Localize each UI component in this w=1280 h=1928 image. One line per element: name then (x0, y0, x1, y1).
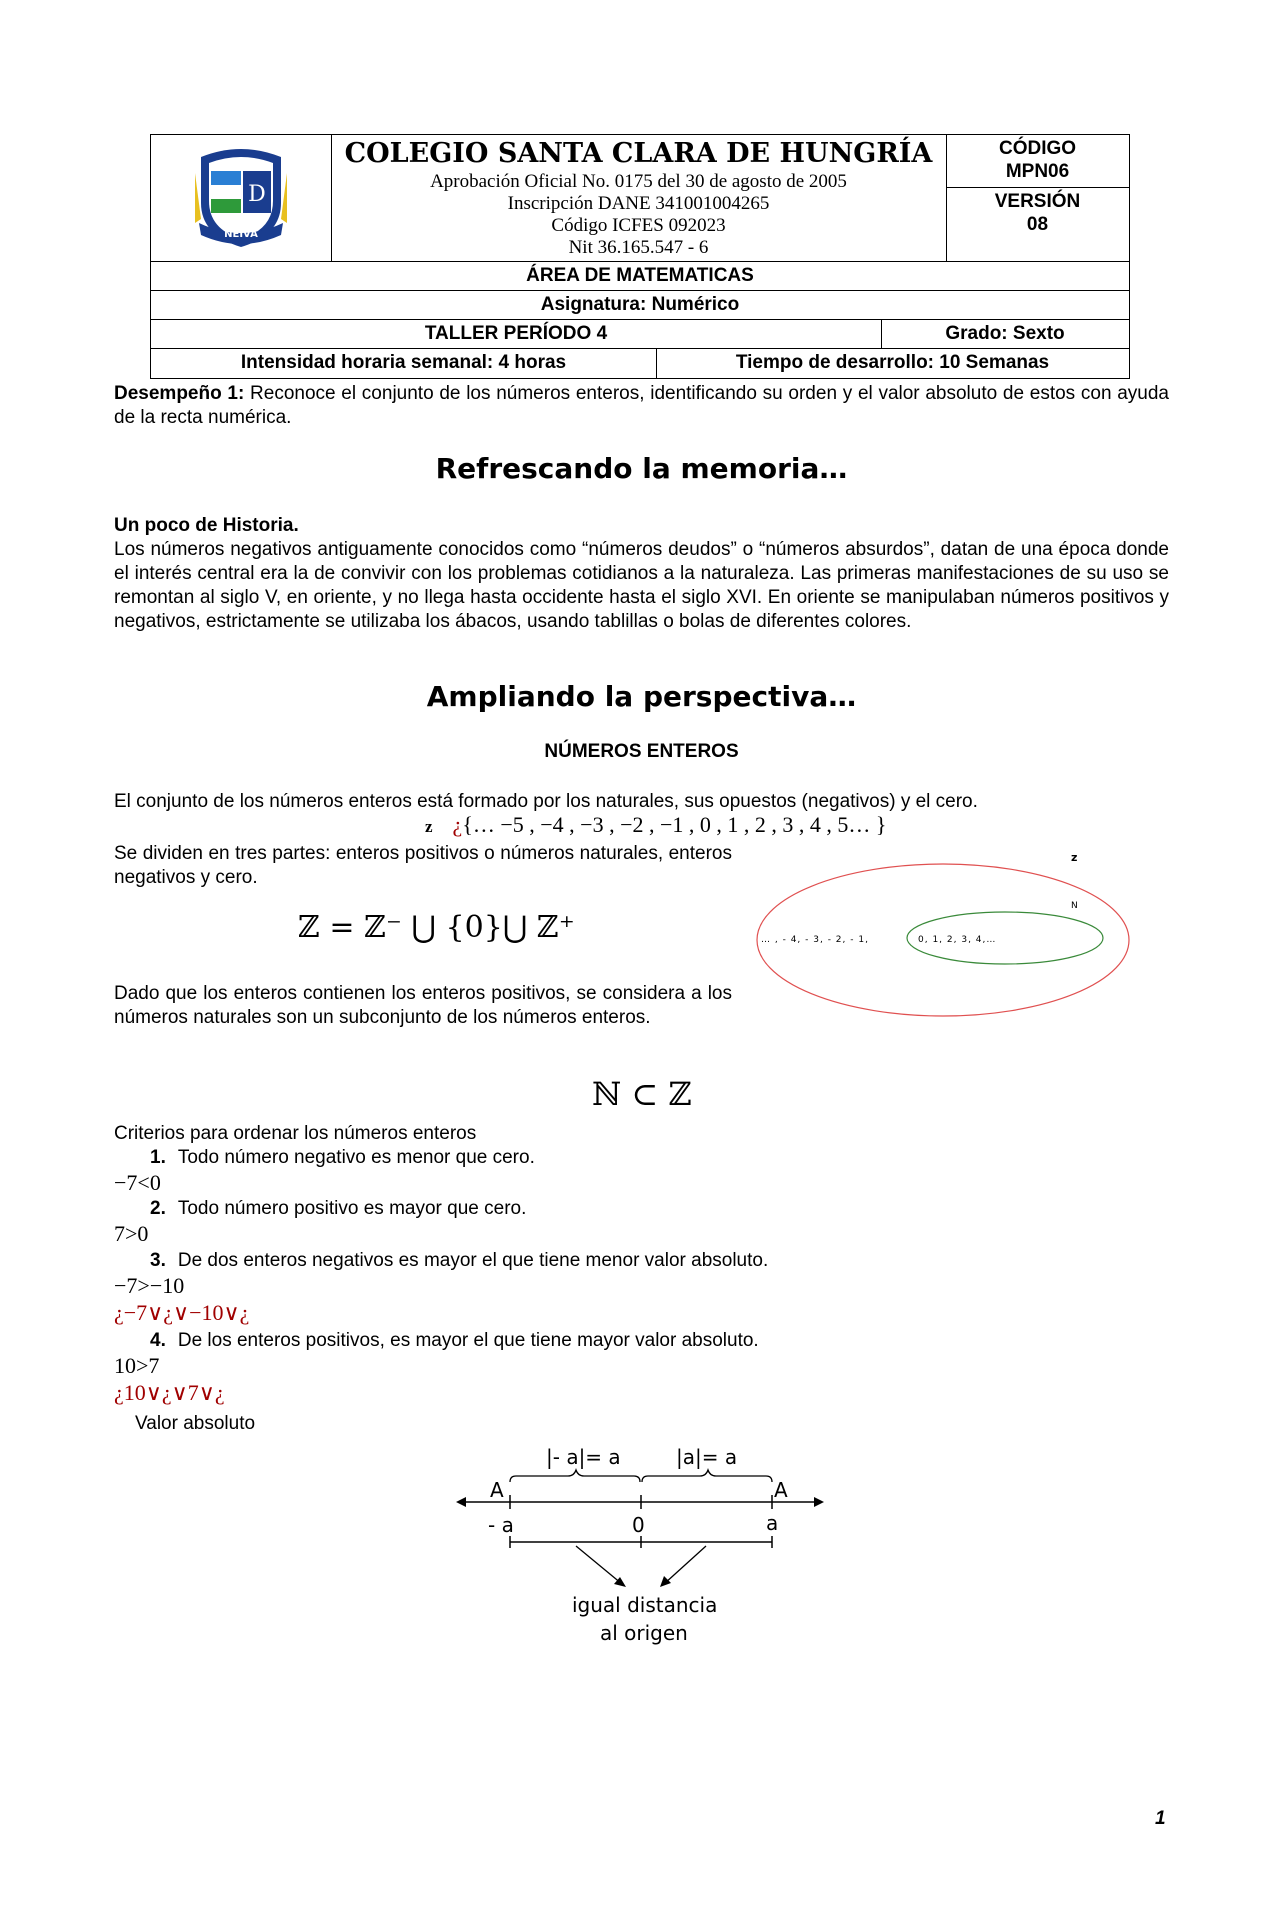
set-symbol: z (425, 817, 433, 836)
caption-line2: al origen (600, 1621, 688, 1645)
workshop-cell: TALLER PERÍODO 4 (424, 322, 608, 344)
right-brace (642, 1470, 772, 1482)
zero-label: 0 (632, 1513, 645, 1537)
integers-intro: El conjunto de los números enteros está formado por los naturales, sus opuestos (negativos) y el cero. (114, 791, 978, 812)
criteria-example-1: −7<0 (114, 1170, 161, 1195)
pointer-right (664, 1546, 706, 1584)
criteria-extra-3: ¿−7∨¿∨−10∨¿ (114, 1300, 250, 1325)
left-brace (510, 1470, 640, 1482)
dane-text: Inscripción DANE 341001004265 (507, 193, 770, 214)
subject-row: Asignatura: Numérico (540, 293, 740, 315)
duration-cell: Tiempo de desarrollo: 10 Semanas (735, 352, 1050, 373)
set-mark: ¿ (452, 812, 463, 837)
code-label: CÓDIGO (998, 138, 1077, 159)
point-a-left: A (490, 1478, 504, 1502)
svg-text:D: D (248, 182, 266, 207)
nit-text: Nit 36.165.547 - 6 (568, 237, 709, 258)
point-a-right: A (774, 1478, 788, 1502)
absolute-title: Valor absoluto (135, 1413, 256, 1434)
performance-paragraph (114, 382, 1169, 430)
criteria-example-4: 10>7 (114, 1353, 160, 1378)
history-title: Un poco de Historia. (114, 515, 299, 536)
version-label: VERSIÓN (994, 191, 1081, 212)
criteria-item-2: 2. Todo número positivo es mayor que cero. (150, 1198, 527, 1219)
history-text: Los números negativos antiguamente conocidos como “números deudos” o “números absurdos”, datan de una época donde el interés central era la de convivir con los problemas cotidianos a la naturaleza. Las primeras manifestaciones de su uso se remontan al siglo V, en oriente, y no llega hasta occidente hasta el siglo XVI. En oriente se manipulaban números positivos y negativos, estrictamente se utilizaba los ábacos, usando tablillas o bolas de diferentes colores. (114, 539, 1169, 632)
performance-text: Reconoce el conjunto de los números enteros, identificando su orden y el valor absoluto de estos con ayuda de la recta numérica. (114, 383, 1169, 428)
school-name: COLEGIO SANTA CLARA DE HUNGRÍA (344, 138, 933, 169)
criteria-title: Criterios para ordenar los números enteros (114, 1123, 477, 1144)
left-arrow (456, 1497, 466, 1507)
caption-line1: igual distancia (572, 1593, 718, 1617)
grade-cell: Grado: Sexto (945, 322, 1065, 344)
performance-label: Desempeño 1: (114, 383, 245, 404)
neg-a-label: - a (488, 1513, 514, 1537)
approval-text: Aprobación Oficial No. 0175 del 30 de agosto de 2005 (430, 171, 847, 192)
right-arrow (814, 1497, 824, 1507)
set-notation (425, 812, 886, 838)
sets-diagram (755, 848, 1135, 1018)
criteria-example-2: 7>0 (114, 1221, 149, 1246)
page-number: 1 (1155, 1808, 1166, 1829)
criteria-item-1: 1. Todo número negativo es menor que cero. (150, 1147, 535, 1168)
right-abs-formula: |a|= a (676, 1445, 738, 1469)
naturals-label: 0, 1, 2, 3, 4,… (918, 935, 997, 945)
pointer-left (576, 1546, 622, 1584)
criteria-extra-4: ¿10∨¿∨7∨¿ (114, 1380, 225, 1405)
code-value: MPN06 (1005, 161, 1070, 182)
inner-label: N (1071, 901, 1078, 911)
pos-a-label: a (766, 1511, 779, 1535)
section1-title: Refrescando la memoria… (435, 452, 848, 485)
absolute-value-diagram (450, 1440, 830, 1665)
version-value: 08 (1026, 214, 1049, 235)
criteria-item-3: 3. De dos enteros negativos es mayor el que tiene menor valor absoluto. (150, 1250, 769, 1271)
division-text: Se dividen en tres partes: enteros positivos o números naturales, enteros negativos y cero. (114, 843, 732, 888)
svg-text:NEIVA: NEIVA (224, 229, 258, 240)
outer-label: z (1071, 851, 1078, 864)
left-abs-formula: |- a|= a (546, 1445, 621, 1469)
criteria-item-4: 4. De los enteros positivos, es mayor el que tiene mayor valor absoluto. (150, 1330, 759, 1351)
area-row: ÁREA DE MATEMATICAS (526, 264, 754, 286)
section2-title: Ampliando la perspectiva… (426, 680, 857, 713)
header-table (150, 134, 1130, 379)
union-formula: ℤ = ℤ⁻ ⋃ {0}⋃ ℤ⁺ (298, 910, 575, 945)
school-logo (181, 143, 301, 253)
negatives-label: … , - 4, - 3, - 2, - 1, (761, 935, 869, 945)
set-elements: {… −5 , −4 , −3 , −2 , −1 , 0 , 1 , 2 , 3 , 4 , 5… } (462, 812, 887, 837)
subset-text: Dado que los enteros contienen los enteros positivos, se considera a los números naturales son un subconjunto de los números enteros. (114, 983, 732, 1028)
criteria-example-3: −7>−10 (114, 1273, 185, 1298)
section2-subtitle: NÚMEROS ENTEROS (544, 741, 739, 762)
hours-cell: Intensidad horaria semanal: 4 horas (240, 352, 567, 373)
icfes-text: Código ICFES 092023 (551, 215, 726, 236)
subset-formula: ℕ ⊂ ℤ (592, 1075, 692, 1113)
